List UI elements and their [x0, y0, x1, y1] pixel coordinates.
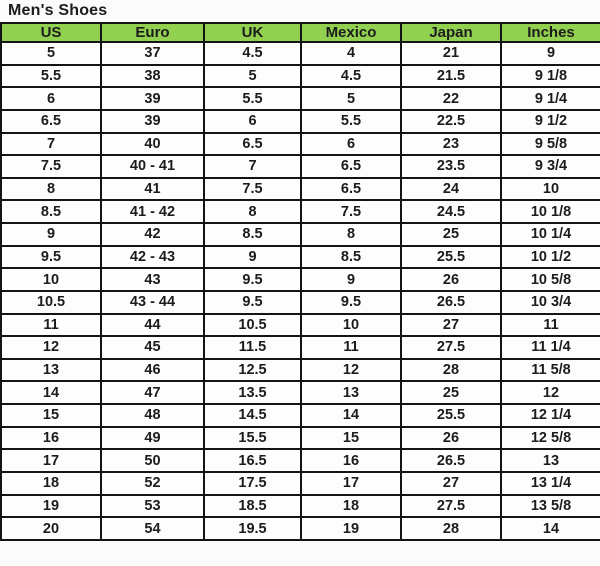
table-cell: 38 — [101, 65, 204, 88]
table-cell: 10 — [301, 314, 401, 337]
table-row — [1, 155, 600, 178]
table-cell: 10 1/2 — [501, 246, 600, 269]
table-cell: 43 - 44 — [101, 291, 204, 314]
table-cell: 6 — [1, 87, 101, 110]
column-header-inches: Inches — [501, 23, 600, 42]
table-cell: 19 — [1, 495, 101, 518]
table-cell: 9 — [501, 42, 600, 65]
table-cell: 11.5 — [204, 336, 301, 359]
table-cell: 27.5 — [401, 336, 501, 359]
table-cell: 5 — [204, 65, 301, 88]
table-cell: 44 — [101, 314, 204, 337]
table-row — [1, 87, 600, 110]
table-cell: 22.5 — [401, 110, 501, 133]
table-cell: 24 — [401, 178, 501, 201]
table-cell: 43 — [101, 268, 204, 291]
table-cell: 22 — [401, 87, 501, 110]
table-cell: 10 3/4 — [501, 291, 600, 314]
table-cell: 54 — [101, 517, 204, 540]
table-header-row — [1, 23, 600, 42]
table-cell: 9.5 — [204, 268, 301, 291]
table-cell: 9 1/8 — [501, 65, 600, 88]
table-cell: 12 — [501, 381, 600, 404]
table-cell: 17.5 — [204, 472, 301, 495]
table-cell: 13 — [501, 449, 600, 472]
table-cell: 26.5 — [401, 291, 501, 314]
table-cell: 14 — [301, 404, 401, 427]
table-cell: 11 — [501, 314, 600, 337]
table-cell: 41 - 42 — [101, 200, 204, 223]
table-cell: 6 — [301, 133, 401, 156]
table-cell: 11 — [301, 336, 401, 359]
table-cell: 5.5 — [1, 65, 101, 88]
size-conversion-table — [0, 22, 600, 541]
table-cell: 40 - 41 — [101, 155, 204, 178]
table-cell: 25.5 — [401, 404, 501, 427]
table-cell: 8 — [204, 200, 301, 223]
table-cell: 15 — [301, 427, 401, 450]
table-cell: 42 — [101, 223, 204, 246]
table-cell: 26 — [401, 427, 501, 450]
table-cell: 45 — [101, 336, 204, 359]
table-cell: 40 — [101, 133, 204, 156]
table-cell: 5 — [301, 87, 401, 110]
table-row — [1, 336, 600, 359]
table-cell: 8.5 — [301, 246, 401, 269]
table-cell: 21.5 — [401, 65, 501, 88]
table-cell: 16 — [1, 427, 101, 450]
column-header-japan: Japan — [401, 23, 501, 42]
table-cell: 52 — [101, 472, 204, 495]
table-cell: 8 — [301, 223, 401, 246]
table-row — [1, 246, 600, 269]
table-cell: 53 — [101, 495, 204, 518]
table-cell: 6 — [204, 110, 301, 133]
table-cell: 18 — [1, 472, 101, 495]
table-cell: 13 — [301, 381, 401, 404]
table-cell: 9 3/4 — [501, 155, 600, 178]
table-cell: 7.5 — [301, 200, 401, 223]
table-cell: 18 — [301, 495, 401, 518]
page-title: Men's Shoes — [8, 2, 108, 19]
column-header-us: US — [1, 23, 101, 42]
table-cell: 19.5 — [204, 517, 301, 540]
table-cell: 7.5 — [1, 155, 101, 178]
table-cell: 9 — [204, 246, 301, 269]
table-row — [1, 359, 600, 382]
table-cell: 13 5/8 — [501, 495, 600, 518]
table-cell: 24.5 — [401, 200, 501, 223]
table-cell: 12 — [301, 359, 401, 382]
table-cell: 6.5 — [301, 155, 401, 178]
table-cell: 14 — [1, 381, 101, 404]
table-cell: 14.5 — [204, 404, 301, 427]
table-cell: 27 — [401, 472, 501, 495]
table-cell: 10 1/4 — [501, 223, 600, 246]
table-cell: 9.5 — [204, 291, 301, 314]
table-cell: 7 — [204, 155, 301, 178]
table-cell: 37 — [101, 42, 204, 65]
table-cell: 39 — [101, 110, 204, 133]
table-cell: 11 5/8 — [501, 359, 600, 382]
table-cell: 27.5 — [401, 495, 501, 518]
table-cell: 23 — [401, 133, 501, 156]
table-cell: 10 — [1, 268, 101, 291]
table-cell: 26.5 — [401, 449, 501, 472]
table-row — [1, 200, 600, 223]
table-row — [1, 110, 600, 133]
table-row — [1, 404, 600, 427]
table-row — [1, 381, 600, 404]
table-row — [1, 223, 600, 246]
table-cell: 7.5 — [204, 178, 301, 201]
table-cell: 28 — [401, 359, 501, 382]
table-cell: 18.5 — [204, 495, 301, 518]
table-row — [1, 472, 600, 495]
table-cell: 39 — [101, 87, 204, 110]
table-row — [1, 427, 600, 450]
table-cell: 28 — [401, 517, 501, 540]
table-row — [1, 42, 600, 65]
table-cell: 15.5 — [204, 427, 301, 450]
table-cell: 47 — [101, 381, 204, 404]
table-cell: 13.5 — [204, 381, 301, 404]
table-cell: 6.5 — [204, 133, 301, 156]
table-cell: 50 — [101, 449, 204, 472]
table-row — [1, 133, 600, 156]
table-cell: 12 5/8 — [501, 427, 600, 450]
column-header-mexico: Mexico — [301, 23, 401, 42]
table-cell: 41 — [101, 178, 204, 201]
table-cell: 15 — [1, 404, 101, 427]
table-cell: 9 1/2 — [501, 110, 600, 133]
table-cell: 5.5 — [301, 110, 401, 133]
table-cell: 8.5 — [204, 223, 301, 246]
table-cell: 46 — [101, 359, 204, 382]
table-cell: 12 — [1, 336, 101, 359]
table-row — [1, 65, 600, 88]
table-cell: 48 — [101, 404, 204, 427]
table-cell: 7 — [1, 133, 101, 156]
table-row — [1, 291, 600, 314]
table-cell: 12 1/4 — [501, 404, 600, 427]
table-cell: 20 — [1, 517, 101, 540]
table-cell: 13 1/4 — [501, 472, 600, 495]
table-cell: 10.5 — [204, 314, 301, 337]
table-cell: 11 1/4 — [501, 336, 600, 359]
table-cell: 9 — [1, 223, 101, 246]
table-cell: 25.5 — [401, 246, 501, 269]
table-cell: 25 — [401, 223, 501, 246]
table-cell: 9.5 — [301, 291, 401, 314]
table-cell: 10.5 — [1, 291, 101, 314]
table-cell: 4 — [301, 42, 401, 65]
table-cell: 8.5 — [1, 200, 101, 223]
table-cell: 21 — [401, 42, 501, 65]
table-cell: 10 5/8 — [501, 268, 600, 291]
table-cell: 19 — [301, 517, 401, 540]
table-cell: 25 — [401, 381, 501, 404]
table-cell: 23.5 — [401, 155, 501, 178]
table-cell: 9 5/8 — [501, 133, 600, 156]
table-cell: 6.5 — [301, 178, 401, 201]
table-body — [1, 42, 600, 540]
table-header — [1, 23, 600, 42]
table-row — [1, 449, 600, 472]
table-cell: 10 — [501, 178, 600, 201]
table-cell: 4.5 — [301, 65, 401, 88]
table-cell: 5.5 — [204, 87, 301, 110]
table-cell: 13 — [1, 359, 101, 382]
table-cell: 17 — [1, 449, 101, 472]
table-cell: 4.5 — [204, 42, 301, 65]
column-header-uk: UK — [204, 23, 301, 42]
table-cell: 26 — [401, 268, 501, 291]
table-cell: 9 1/4 — [501, 87, 600, 110]
table-cell: 10 1/8 — [501, 200, 600, 223]
table-cell: 42 - 43 — [101, 246, 204, 269]
table-row — [1, 314, 600, 337]
table-row — [1, 495, 600, 518]
table-cell: 5 — [1, 42, 101, 65]
table-cell: 12.5 — [204, 359, 301, 382]
table-cell: 16 — [301, 449, 401, 472]
table-cell: 16.5 — [204, 449, 301, 472]
table-cell: 6.5 — [1, 110, 101, 133]
table-cell: 9 — [301, 268, 401, 291]
table-cell: 17 — [301, 472, 401, 495]
table-cell: 11 — [1, 314, 101, 337]
table-cell: 8 — [1, 178, 101, 201]
column-header-euro: Euro — [101, 23, 204, 42]
table-cell: 49 — [101, 427, 204, 450]
table-row — [1, 517, 600, 540]
table-row — [1, 268, 600, 291]
table-cell: 9.5 — [1, 246, 101, 269]
table-row — [1, 178, 600, 201]
table-cell: 27 — [401, 314, 501, 337]
table-cell: 14 — [501, 517, 600, 540]
